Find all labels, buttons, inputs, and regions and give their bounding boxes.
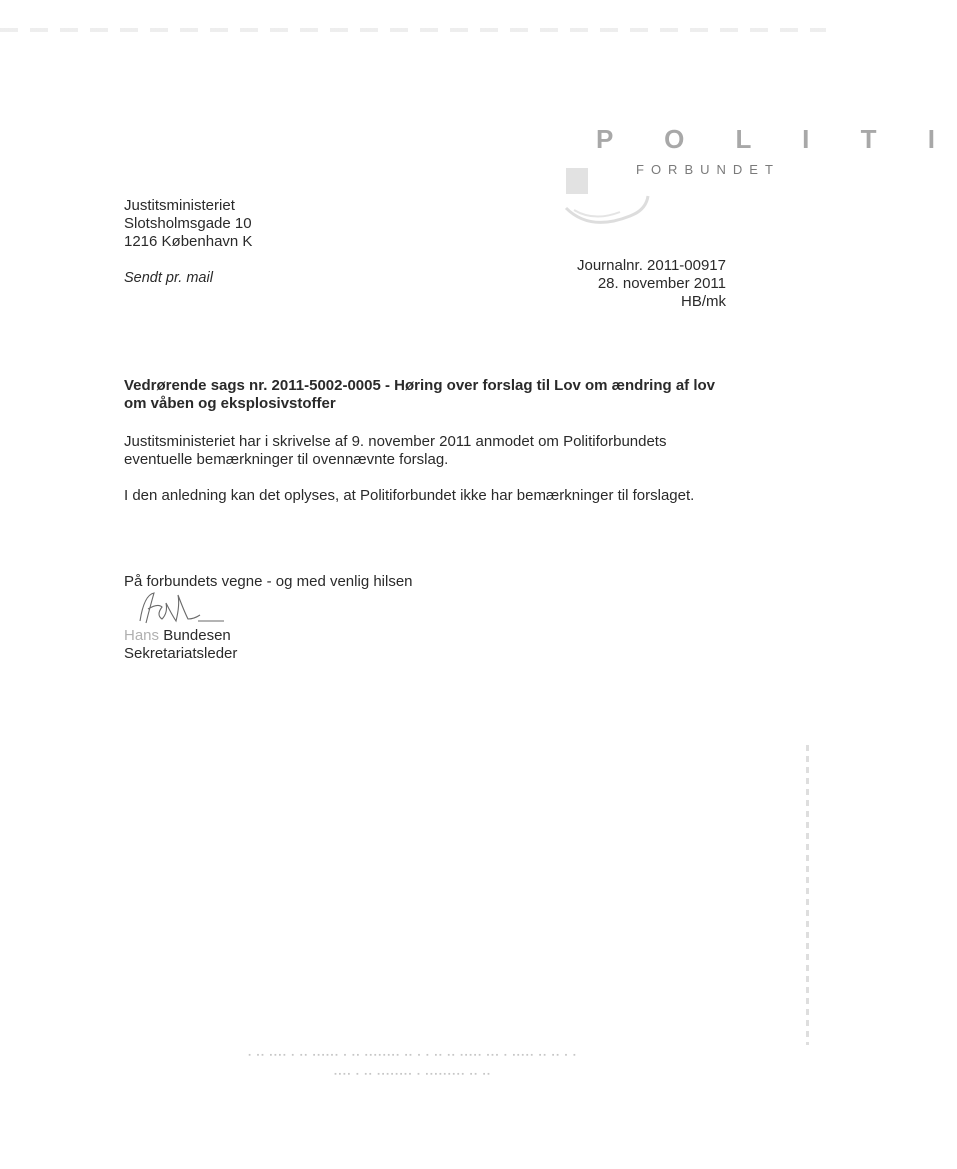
recipient-address [124, 197, 252, 251]
logo-politi-text: P O L I T I [596, 124, 957, 154]
footer-line-2: ▪▪▪▪ ▪ ▪▪ ▪▪▪▪▪▪▪▪ ▪ ▪▪▪▪▪▪▪▪▪ ▪▪ ▪▪ [334, 1071, 492, 1078]
recipient-name: Justitsministeriet [124, 197, 235, 214]
letter-date: 28. november 2011 [597, 275, 726, 292]
recipient-city: 1216 København K [124, 233, 253, 250]
scan-artifact-right [806, 745, 809, 1045]
body-paragraph-1: Justitsministeriet har i skrivelse af 9. november 2011 anmodet om Politiforbundets eventuelle bemærkninger til ovennævnte forslag. [124, 433, 667, 468]
scan-artifact-top [0, 28, 826, 32]
footer-line-1: ▪ ▪▪ ▪▪▪▪ ▪ ▪▪ ▪▪▪▪▪▪ ▪ ▪▪ ▪▪▪▪▪▪▪▪ ▪▪ ▪ ▪ ▪▪ ▪▪ ▪▪▪▪▪ ▪▪▪ ▪ ▪▪▪▪▪ ▪▪ ▪▪ ▪ ▪ [248, 1052, 578, 1059]
body-paragraph-2: I den anledning kan det oplyses, at Politiforbundet ikke har bemærkninger til forslaget. [124, 487, 695, 504]
signer-name [124, 627, 237, 645]
closing-line: På forbundets vegne - og med venlig hilsen [124, 573, 413, 590]
handwritten-signature [128, 585, 238, 633]
signer-first-name: Hans [124, 627, 160, 644]
journal-number: Journalnr. 2011-00917 [576, 257, 726, 274]
signer-title: Sekretariatsleder [124, 645, 238, 662]
sent-note: Sendt pr. mail [124, 270, 213, 286]
subject-line: Vedrørende sags nr. 2011-5002-0005 - Høring over forslag til Lov om ændring af lov om våben og eksplosivstoffer [124, 377, 716, 412]
initials: HB/mk [681, 293, 726, 310]
logo-forbundet-text: FORBUNDET [636, 162, 780, 177]
recipient-street: Slotsholmsgade 10 [124, 215, 252, 232]
signer-block [124, 627, 237, 663]
reference-block [577, 257, 726, 311]
politiforbundet-logo [560, 120, 957, 230]
signer-last-name: Bundesen [163, 627, 231, 644]
